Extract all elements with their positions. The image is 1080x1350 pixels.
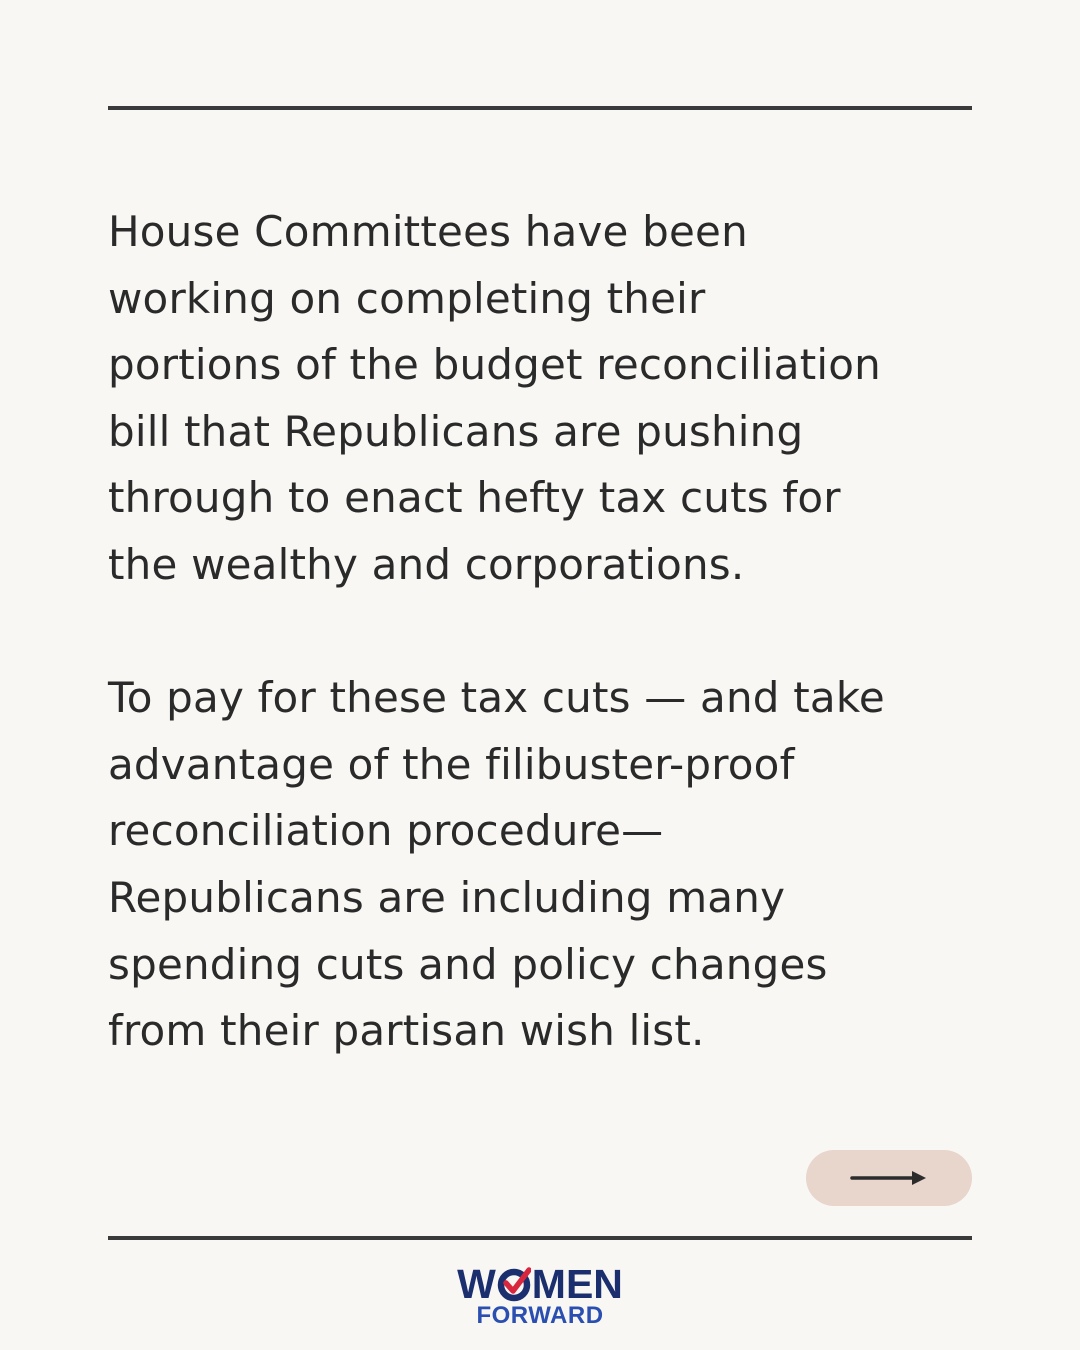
text-line: Republicans are including many bbox=[108, 872, 786, 922]
text-line: House Committees have been bbox=[108, 207, 748, 256]
text-line: reconciliation procedure— bbox=[108, 806, 664, 856]
text-line: To pay for these tax cuts — and take bbox=[108, 673, 885, 723]
text-line: from their partisan wish list. bbox=[108, 1006, 705, 1056]
bottom-divider bbox=[108, 1236, 972, 1240]
logo-women-wordmark bbox=[440, 1262, 640, 1306]
text-line: portions of the budget reconciliation bbox=[108, 340, 881, 390]
logo-letter-w: W bbox=[457, 1261, 496, 1307]
text-line: through to enact hefty tax cuts for bbox=[108, 473, 841, 523]
paragraph-1 bbox=[108, 199, 988, 599]
women-forward-logo bbox=[440, 1262, 640, 1336]
logo-letters-men: MEN bbox=[531, 1261, 623, 1307]
arrow-right-icon bbox=[850, 1168, 928, 1188]
logo-forward-wordmark: FORWARD bbox=[476, 1302, 604, 1329]
text-line: bill that Republicans are pushing bbox=[108, 406, 804, 456]
text-line: the wealthy and corporations. bbox=[108, 539, 745, 589]
paragraph-2 bbox=[108, 665, 988, 1065]
text-line: spending cuts and policy changes bbox=[108, 939, 828, 989]
text-line: advantage of the filibuster-proof bbox=[108, 739, 795, 789]
next-button[interactable] bbox=[806, 1150, 972, 1206]
checkmark-o-icon bbox=[497, 1266, 531, 1302]
body-text bbox=[108, 199, 988, 1065]
text-line: working on completing their bbox=[108, 273, 706, 323]
top-divider bbox=[108, 106, 972, 110]
